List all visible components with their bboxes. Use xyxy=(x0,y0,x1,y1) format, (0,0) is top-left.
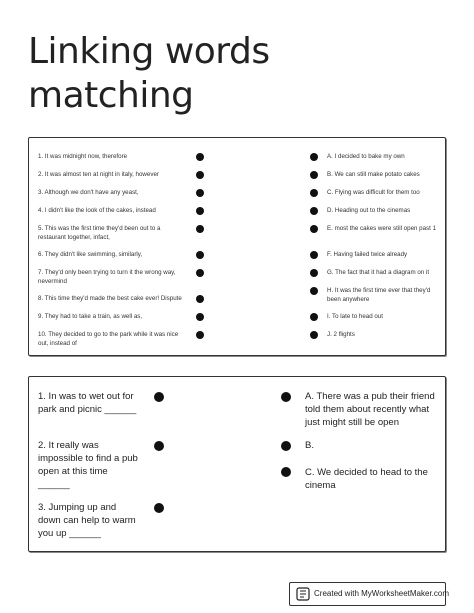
footer-text: Created with MyWorksheetMaker.com xyxy=(314,589,450,598)
right-item-2-a: A. There was a pub their friend told them about recently what just might still be open xyxy=(305,391,435,428)
left-dot-7[interactable] xyxy=(196,269,204,277)
right-item-2-b: B. xyxy=(305,440,314,451)
left-dot-2-2[interactable] xyxy=(154,441,164,451)
left-dot-5[interactable] xyxy=(196,225,204,233)
left-item-9: 9. They had to take a train, as well as, xyxy=(38,313,143,320)
left-item-2-1: 1. In was to wet out for park and picnic ______ xyxy=(38,391,137,415)
right-dot-h[interactable] xyxy=(310,287,318,295)
right-item-2-c: C. We decided to head to the cinema xyxy=(305,467,428,491)
right-dot-j[interactable] xyxy=(310,331,318,339)
left-item-10: 10. They decided to go to the park while it was nice out, instead of xyxy=(38,331,179,347)
right-dot-f[interactable] xyxy=(310,251,318,259)
left-item-7: 7. They'd only been trying to turn it the wrong way, nevermind xyxy=(38,269,176,285)
left-dot-10[interactable] xyxy=(196,331,204,339)
left-dot-4[interactable] xyxy=(196,207,204,215)
left-dot-9[interactable] xyxy=(196,313,204,321)
left-dot-1[interactable] xyxy=(196,153,204,161)
right-item-a: A. I decided to bake my own xyxy=(327,153,405,160)
right-item-h: H. It was the first time ever that they'd been anywhere xyxy=(327,287,431,303)
left-item-1: 1. It was midnight now, therefore xyxy=(38,153,128,160)
left-dot-2[interactable] xyxy=(196,171,204,179)
right-dot-a[interactable] xyxy=(310,153,318,161)
page-title: Linking words matching xyxy=(28,31,270,116)
right-dot-i[interactable] xyxy=(310,313,318,321)
right-dot-b[interactable] xyxy=(310,171,318,179)
right-dot-g[interactable] xyxy=(310,269,318,277)
left-dot-2-3[interactable] xyxy=(154,503,164,513)
left-item-2-3: 3. Jumping up and down can help to warm you up ______ xyxy=(38,502,136,539)
left-item-3: 3. Although we don't have any yeast, xyxy=(38,189,139,196)
left-item-8: 8. This time they'd made the best cake ever! Dispute xyxy=(38,295,182,302)
created-with-badge[interactable] xyxy=(289,582,450,606)
right-item-g: G. The fact that it had a diagram on it xyxy=(327,269,430,276)
left-item-4: 4. I didn't like the look of the cakes, instead xyxy=(38,207,156,214)
right-dot-d[interactable] xyxy=(310,207,318,215)
left-item-2-2: 2. It really was impossible to find a pub open at this time ______ xyxy=(38,440,138,490)
right-item-c: C. Flying was difficult for them too xyxy=(327,189,420,196)
right-dot-2-a[interactable] xyxy=(281,392,291,402)
right-dot-c[interactable] xyxy=(310,189,318,197)
right-dot-2-b[interactable] xyxy=(281,441,291,451)
right-item-e: E. most the cakes were still open past 1 xyxy=(327,225,437,232)
left-dot-8[interactable] xyxy=(196,295,204,303)
worksheet-logo-icon xyxy=(296,587,310,601)
left-dot-6[interactable] xyxy=(196,251,204,259)
right-item-i: I. To late to head out xyxy=(327,313,383,320)
right-dot-2-c[interactable] xyxy=(281,467,291,477)
left-item-2: 2. It was almost ten at night in italy, however xyxy=(38,171,159,178)
left-item-6: 6. They didn't like swimming, similarly, xyxy=(38,251,143,258)
left-dot-2-1[interactable] xyxy=(154,392,164,402)
right-dot-e[interactable] xyxy=(310,225,318,233)
right-item-d: D. Heading out to the cinemas xyxy=(327,207,411,214)
right-item-f: F. Having failed twice already xyxy=(327,251,408,258)
left-dot-3[interactable] xyxy=(196,189,204,197)
right-item-j: J. 2 flights xyxy=(327,331,355,338)
right-item-b: B. We can still make potato cakes xyxy=(327,171,420,178)
left-item-5: 5. This was the first time they'd been out to a restaurant together, infact, xyxy=(38,225,161,241)
